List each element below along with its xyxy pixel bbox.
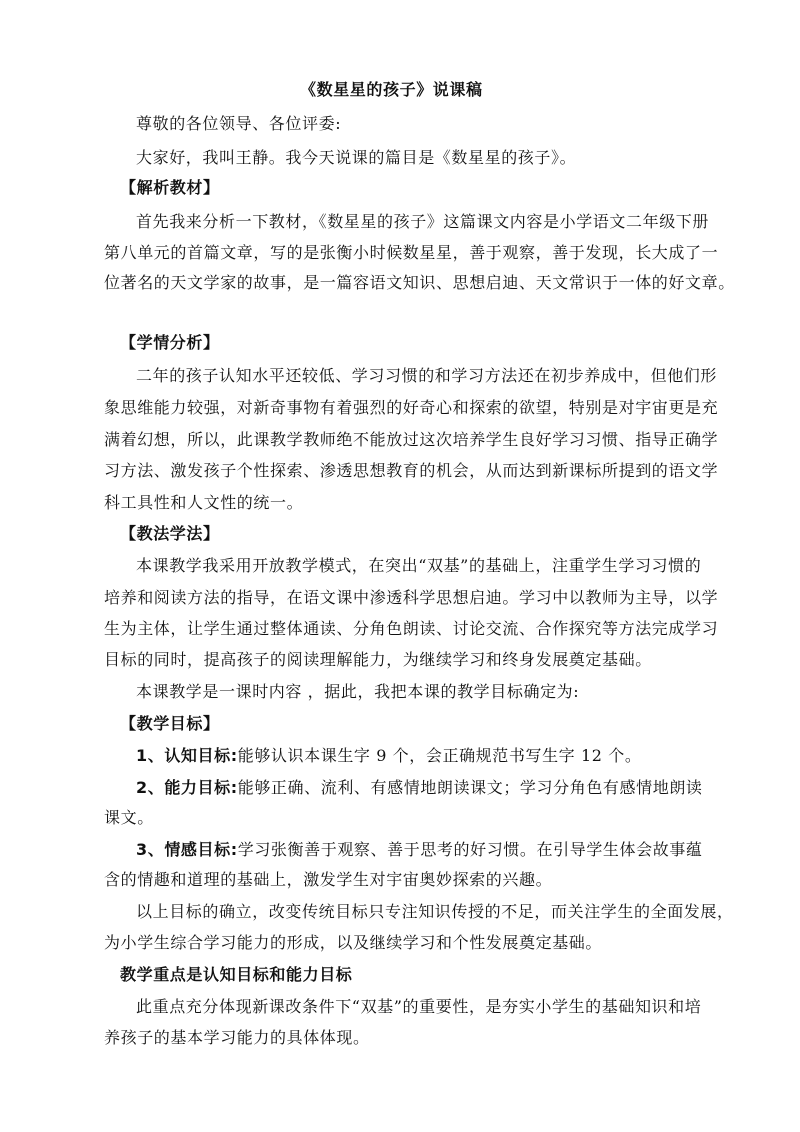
goal-3 — [136, 840, 703, 860]
methods-line: 培养和阅读方法的指导，在语文课中渗透科学思想启迪。学习中以教师为主导，以学 — [104, 588, 719, 607]
methods-after: 本课教学是一课时内容 ，据此，我把本课的教学目标确定为: — [136, 682, 580, 701]
section-heading-methods: 【教法学法】 — [120, 524, 220, 543]
goal-2-label: 2、能力目标: — [136, 778, 238, 797]
intro-paragraph: 大家好，我叫王静。我今天说课的篇目是《数星星的孩子》。 — [136, 148, 577, 167]
textbook-line: 第八单元的首篇文章，写的是张衡小时候数星星，善于观察，善于发现，长大成了一 — [104, 243, 719, 262]
goal-2 — [136, 778, 703, 798]
goals-summary-line: 以上目标的确立，改变传统目标只专注知识传授的不足，而关注学生的全面发展， — [136, 902, 734, 921]
goal-3-label: 3、情感目标: — [136, 840, 238, 859]
section-heading-focus: 教学重点是认知目标和能力目标 — [120, 965, 353, 984]
students-line: 二年的孩子认知水平还较低、学习习惯的和学习方法还在初步养成中，但他们形 — [136, 366, 718, 385]
goal-2-text: 能够正确、流利、有感情地朗读课文；学习分角色有感情地朗读 — [237, 778, 703, 797]
textbook-line: 位著名的天文学家的故事，是一篇容语文知识、思想启迪、天文常识于一体的好文章。 — [104, 273, 735, 292]
goal-1-label: 1、认知目标: — [136, 746, 238, 765]
greeting: 尊敬的各位领导、各位评委: — [136, 114, 342, 133]
goal-2-continuation: 课文。 — [104, 808, 154, 827]
page-title: 《数星星的孩子》说课稿 — [300, 80, 483, 99]
students-line: 科工具性和人文性的统一。 — [104, 493, 304, 512]
section-heading-goals: 【教学目标】 — [120, 714, 220, 733]
goals-summary-line: 为小学生综合学习能力的形成，以及继续学习和个性发展奠定基础。 — [104, 933, 603, 952]
students-line: 象思维能力较强，对新奇事物有着强烈的好奇心和探索的欲望，特别是对宇宙更是充 — [104, 398, 719, 417]
goal-3-continuation: 含的情趣和道理的基础上，激发学生对宇宙奥妙探索的兴趣。 — [104, 870, 553, 889]
focus-line: 养孩子的基本学习能力的具体体现。 — [104, 1028, 370, 1047]
textbook-line: 首先我来分析一下教材，《数星星的孩子》这篇课文内容是小学语文二年级下册 — [136, 212, 710, 231]
focus-line: 此重点充分体现新课改条件下“双基”的重要性，是夯实小学生的基础知识和培 — [136, 997, 702, 1016]
students-line: 满着幻想，所以，此课教学教师绝不能放过这次培养学生良好学习习惯、指导正确学 — [104, 430, 719, 449]
methods-line: 本课教学我采用开放教学模式，在突出“双基”的基础上，注重学生学习习惯的 — [136, 556, 702, 575]
goal-1-text: 能够认识本课生字 9 个，会正确规范书写生字 12 个。 — [237, 746, 642, 765]
goal-1 — [136, 746, 641, 766]
goal-3-text: 学习张衡善于观察、善于思考的好习惯。在引导学生体会故事蕴 — [237, 840, 703, 859]
methods-line: 目标的同时，提高孩子的阅读理解能力，为继续学习和终身发展奠定基础。 — [104, 650, 652, 669]
section-heading-textbook: 【解析教材】 — [120, 178, 220, 197]
students-line: 习方法、激发孩子个性探索、渗透思想教育的机会，从而达到新课标所提到的语文学 — [104, 461, 719, 480]
methods-line: 生为主体，让学生通过整体通读、分角色朗读、讨论交流、合作探究等方法完成学习 — [104, 619, 719, 638]
section-heading-students: 【学情分析】 — [120, 333, 220, 352]
